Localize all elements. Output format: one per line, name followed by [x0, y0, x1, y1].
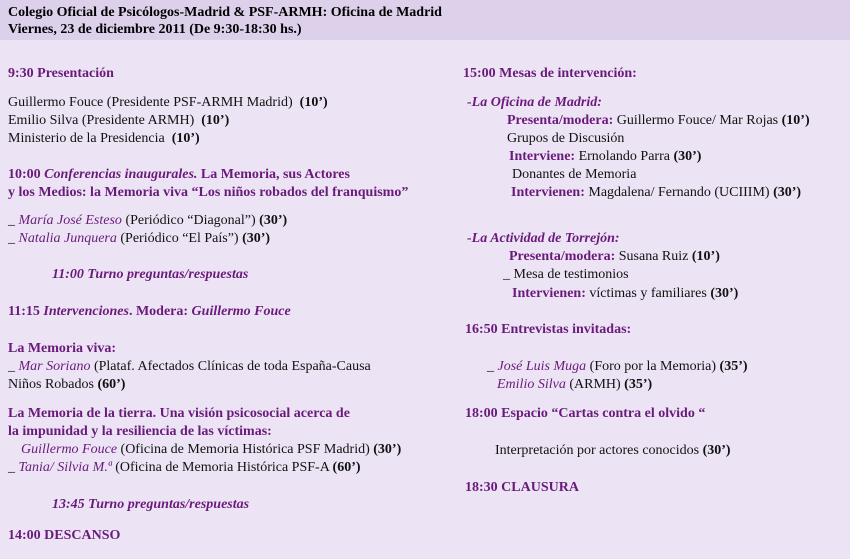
role-label: Presenta/modera:	[509, 249, 616, 264]
role-label: Presenta/modera:	[507, 113, 614, 128]
speaker-name: Tania/ Silvia M.ª	[18, 460, 112, 475]
dash: _	[487, 359, 498, 374]
turno-preguntas-1: 11:00 Turno preguntas/respuestas	[52, 267, 249, 282]
role-time: (30’)	[773, 185, 802, 200]
role-time: (10’)	[781, 113, 810, 128]
conferencias-title	[8, 166, 350, 183]
role-label: Intervienen:	[511, 185, 585, 200]
role-value: Guillermo Fouce/ Mar Rojas	[613, 113, 782, 128]
speaker-org: (Oficina de Memoria Histórica PSF Madrid)	[117, 442, 374, 457]
speaker-name: Emilio Silva	[497, 377, 566, 392]
role-value: víctimas y familiares	[585, 286, 711, 301]
speaker-name: Natalia Junquera	[18, 231, 117, 246]
speaker-time: (10’)	[171, 131, 200, 146]
tierra-speaker-tania	[8, 459, 361, 476]
speaker-time: (30’)	[259, 213, 288, 228]
memoria-viva-title: La Memoria viva:	[8, 341, 117, 356]
speaker-time: (30’)	[242, 231, 271, 246]
speaker-name: José Luis Muga	[497, 359, 587, 374]
speaker-time: (35’)	[719, 359, 748, 374]
role-value: Susana Ruiz	[615, 249, 692, 264]
oficina-intervienen	[511, 184, 801, 201]
speaker-org: (Plataf. Afectados Clínicas de toda España-Causa	[90, 359, 371, 374]
speaker-time: (30’)	[373, 442, 402, 457]
torrejon-mesa: _ Mesa de testimonios	[503, 267, 629, 282]
speaker-time: (35’)	[624, 377, 653, 392]
oficina-presenta	[507, 112, 810, 129]
role-time: (10’)	[691, 249, 720, 264]
interv-mid: . Modera:	[128, 304, 192, 319]
role-value: Magdalena/ Fernando (UCIIIM)	[584, 185, 774, 200]
memoria-viva-speaker-cont	[8, 376, 125, 393]
interv-italic: Intervenciones	[43, 304, 129, 319]
presentacion-title: 9:30 Presentación	[8, 66, 114, 81]
speaker-name: Emilio Silva (Presidente ARMH)	[8, 113, 195, 128]
speaker-time: (10’)	[299, 95, 328, 110]
speaker-name: Guillermo Fouce	[21, 442, 118, 457]
role-label: Intervienen:	[512, 286, 586, 301]
memoria-tierra-title: La Memoria de la tierra. Una visión psicosocial acerca de	[8, 406, 350, 421]
entrevista-muga	[487, 358, 748, 375]
role-label: Interviene:	[509, 149, 576, 164]
speaker-org-cont: Niños Robados	[8, 377, 98, 392]
conf-speaker-esteso	[8, 212, 287, 229]
entrevista-silva	[497, 376, 652, 393]
dash: _	[8, 460, 19, 475]
torrejon-title: -La Actividad de Torrejón:	[467, 231, 620, 246]
speaker-org: (Oficina de Memoria Histórica PSF-A	[111, 460, 333, 475]
oficina-interviene	[509, 148, 701, 165]
role-time: (30’)	[710, 286, 739, 301]
speaker-org: (Periódico “El País”)	[116, 231, 243, 246]
speaker-org: (ARMH)	[565, 377, 625, 392]
speaker-name: Ministerio de la Presidencia	[8, 131, 165, 146]
header-date: Viernes, 23 de diciembre 2011 (De 9:30-18:30 hs.)	[8, 22, 302, 37]
clausura: 18:30 CLAUSURA	[465, 480, 579, 495]
conferencias-subtitle: y los Medios: la Memoria viva “Los niños robados del franquismo”	[8, 185, 409, 200]
speaker-time: (60’)	[332, 460, 361, 475]
speaker-fouce	[8, 94, 328, 111]
role-time: (30’)	[673, 149, 702, 164]
interv-moderator: Guillermo Fouce	[191, 304, 291, 319]
interpretacion-text: Interpretación por actores conocidos	[495, 443, 703, 458]
turno-preguntas-2: 13:45 Turno preguntas/respuestas	[52, 497, 250, 512]
role-value: Ernolando Parra	[575, 149, 674, 164]
conf-speaker-junquera	[8, 230, 270, 247]
conf-time: 10:00	[8, 167, 45, 182]
oficina-grupos: Grupos de Discusión	[507, 131, 625, 146]
header-title: Colegio Oficial de Psicólogos-Madrid & PSF-ARMH: Oficina de Madrid	[8, 5, 442, 20]
speaker-name: Mar Soriano	[18, 359, 91, 374]
page-header	[0, 0, 850, 40]
dash: _	[8, 231, 19, 246]
conf-italic: Conferencias inaugurales.	[44, 167, 198, 182]
torrejon-presenta	[509, 248, 720, 265]
speaker-silva	[8, 112, 229, 129]
oficina-donantes: Donantes de Memoria	[512, 167, 637, 182]
speaker-name: María José Esteso	[18, 213, 122, 228]
entrevistas-title: 16:50 Entrevistas invitadas:	[465, 322, 632, 337]
speaker-time: (10’)	[201, 113, 230, 128]
oficina-madrid-title: -La Oficina de Madrid:	[467, 95, 602, 110]
speaker-name: Guillermo Fouce (Presidente PSF-ARMH Madrid)	[8, 95, 293, 110]
interpretacion-time: (30’)	[702, 443, 731, 458]
interv-time: 11:15	[8, 304, 44, 319]
memoria-tierra-subtitle: la impunidad y la resiliencia de las víctimas:	[8, 424, 272, 439]
dash: _	[8, 213, 19, 228]
speaker-time: (60’)	[97, 377, 126, 392]
mesas-title: 15:00 Mesas de intervención:	[463, 66, 637, 81]
speaker-ministerio	[8, 130, 200, 147]
speaker-org: (Periódico “Diagonal”)	[121, 213, 260, 228]
torrejon-intervienen	[512, 285, 738, 302]
interpretacion	[495, 442, 731, 459]
dash: _	[8, 359, 19, 374]
intervenciones-title	[8, 303, 291, 320]
descanso: 14:00 DESCANSO	[8, 528, 121, 543]
conf-rest: La Memoria, sus Actores	[197, 167, 350, 182]
tierra-speaker-fouce	[21, 441, 401, 458]
espacio-cartas-title: 18:00 Espacio “Cartas contra el olvido “	[465, 406, 706, 421]
memoria-viva-speaker	[8, 358, 371, 375]
speaker-org: (Foro por la Memoria)	[586, 359, 720, 374]
